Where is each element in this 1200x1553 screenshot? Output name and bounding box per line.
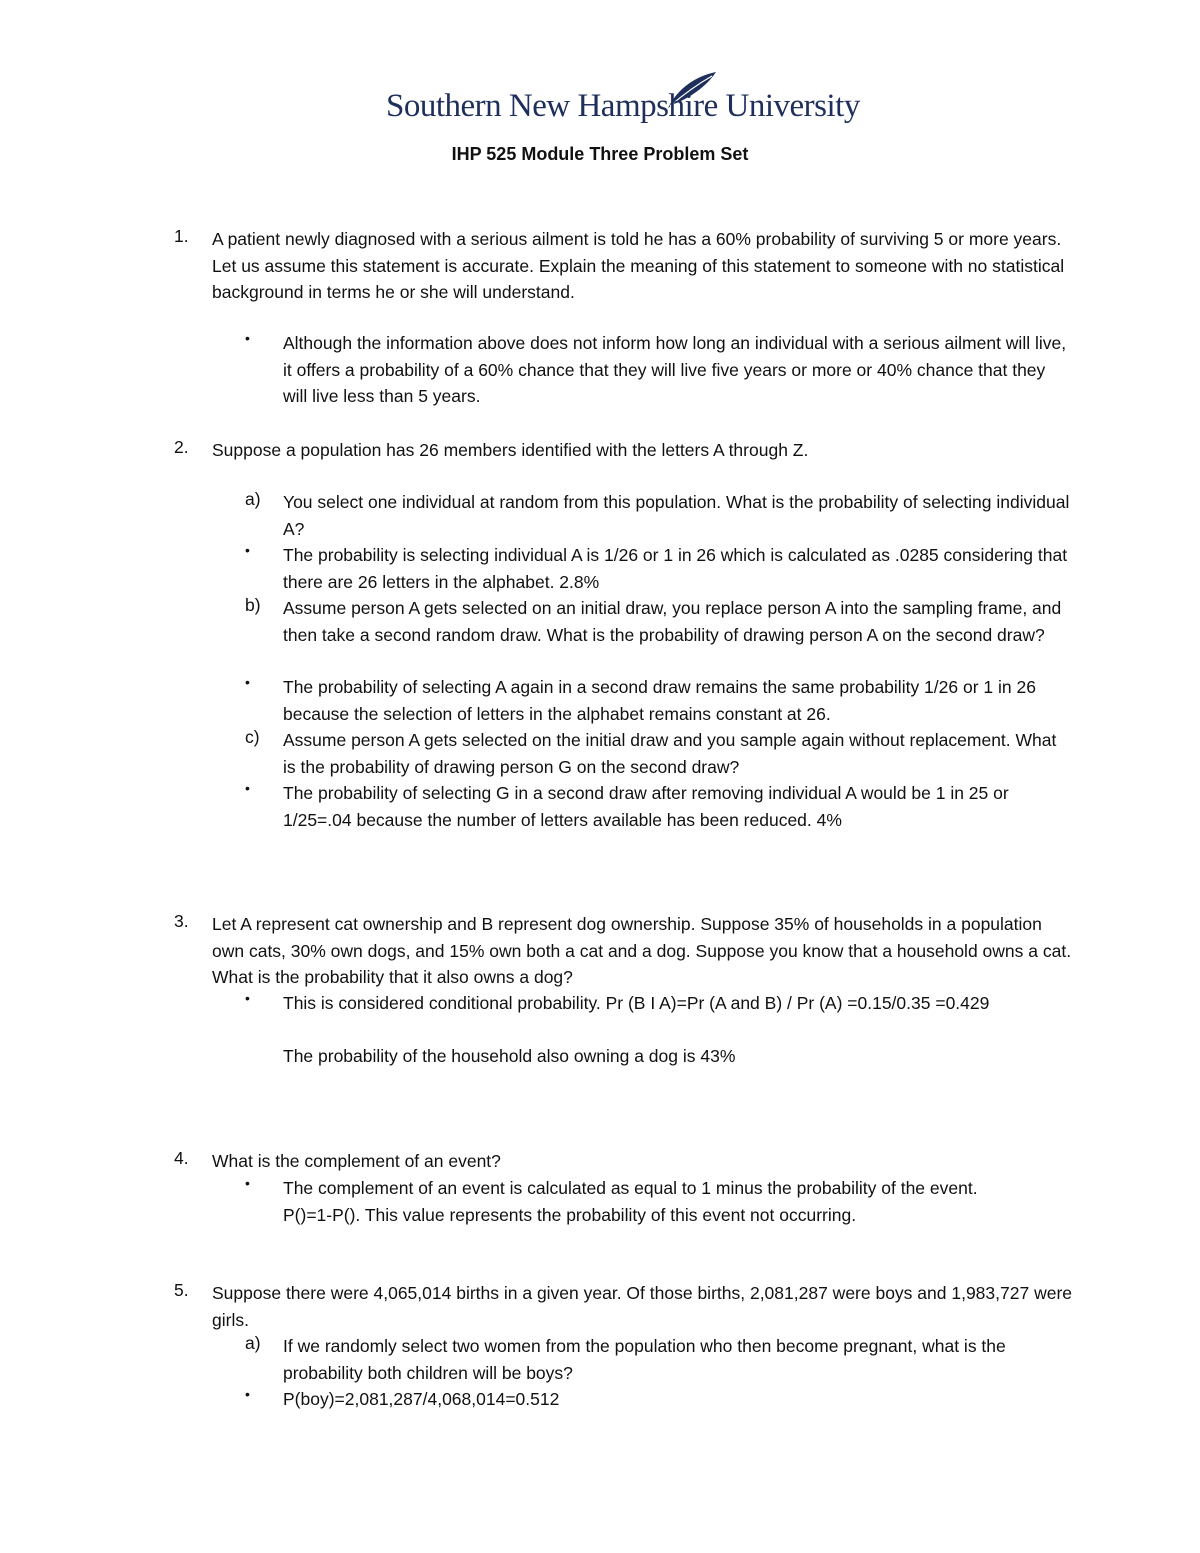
subquestion-marker: b) bbox=[245, 595, 261, 615]
bullet-icon: • bbox=[245, 542, 250, 558]
answer-text: This is considered conditional probability. Pr (B I A)=Pr (A and B) / Pr (A) =0.15/0.35 =0.429 bbox=[283, 993, 990, 1013]
question-text: Let A represent cat ownership and B represent dog ownership. Suppose 35% of households in a population own cats, 30% own dogs, and 15% own both a cat and a dog. Suppose you know that a household owns a cat. What is the probability that it also owns a dog? bbox=[212, 914, 1072, 987]
answer-text: The probability is selecting individual A is 1/26 or 1 in 26 which is calculated as .0285 considering that there are 26 letters in the alphabet. 2.8% bbox=[283, 545, 1068, 592]
subquestion-text: If we randomly select two women from the population who then become pregnant, what is the probability both children will be boys? bbox=[283, 1336, 1006, 1383]
answer-text: The probability of selecting A again in a second draw remains the same probability 1/26 or 1 in 26 because the selection of letters in the alphabet remains constant at 26. bbox=[283, 677, 1036, 724]
question-number: 4. bbox=[174, 1148, 189, 1168]
question-number: 5. bbox=[174, 1280, 189, 1300]
logo-wordmark: Southern New Hampshire University bbox=[386, 88, 860, 124]
question-number: 2. bbox=[174, 437, 189, 457]
bullet-icon: • bbox=[245, 330, 250, 346]
bullet-icon: • bbox=[245, 990, 250, 1006]
page-title: IHP 525 Module Three Problem Set bbox=[451, 144, 749, 164]
subquestion-text: You select one individual at random from this population. What is the probability of selecting individual A? bbox=[283, 492, 1070, 539]
subquestion-marker: a) bbox=[245, 1333, 261, 1353]
answer-text: The probability of the household also owning a dog is 43% bbox=[283, 1046, 736, 1066]
question-text: Suppose a population has 26 members identified with the letters A through Z. bbox=[212, 440, 809, 460]
question-text: What is the complement of an event? bbox=[212, 1151, 501, 1171]
subquestion-marker: a) bbox=[245, 489, 261, 509]
bullet-icon: • bbox=[245, 1175, 250, 1191]
question-text: A patient newly diagnosed with a serious ailment is told he has a 60% probability of surviving 5 or more years. Let us assume this statement is accurate. Explain the meaning of this statement to someone with no statistical background in terms he or she will understand. bbox=[212, 229, 1065, 302]
answer-text: The complement of an event is calculated as equal to 1 minus the probability of the event. P()=1-P(). This value represents the probability of this event not occurring. bbox=[283, 1178, 978, 1225]
question-number: 3. bbox=[174, 911, 189, 931]
subquestion-marker: c) bbox=[245, 727, 260, 747]
question-number: 1. bbox=[174, 226, 189, 246]
subquestion-text: Assume person A gets selected on an initial draw, you replace person A into the sampling frame, and then take a second random draw. What is the probability of drawing person A on the second draw? bbox=[283, 598, 1062, 645]
question-text: Suppose there were 4,065,014 births in a given year. Of those births, 2,081,287 were boys and 1,983,727 were girls. bbox=[212, 1283, 1073, 1330]
university-logo bbox=[386, 70, 860, 134]
answer-text: Although the information above does not inform how long an individual with a serious ailment will live, it offers a probability of a 60% chance that they will live five years or more or 40% chance that they will live less than 5 years. bbox=[283, 333, 1067, 406]
bullet-icon: • bbox=[245, 674, 250, 690]
bullet-icon: • bbox=[245, 780, 250, 796]
bullet-icon: • bbox=[245, 1386, 250, 1402]
answer-text: The probability of selecting G in a second draw after removing individual A would be 1 in 25 or 1/25=.04 because the number of letters available has been reduced. 4% bbox=[283, 783, 1009, 830]
subquestion-text: Assume person A gets selected on the initial draw and you sample again without replacement. What is the probability of drawing person G on the second draw? bbox=[283, 730, 1057, 777]
answer-text: P(boy)=2,081,287/4,068,014=0.512 bbox=[283, 1389, 560, 1409]
